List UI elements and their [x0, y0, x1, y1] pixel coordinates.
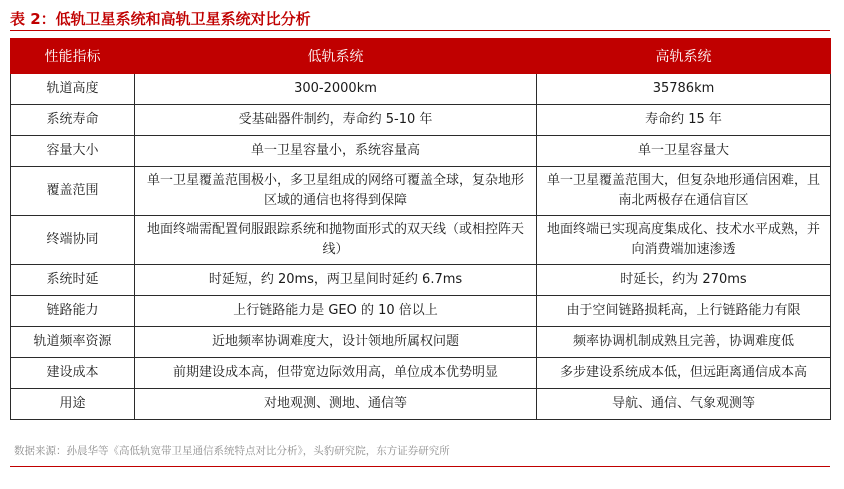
geo-cell: 多步建设系统成本低，但远距离通信成本高 [537, 358, 831, 389]
table-row [11, 136, 831, 167]
metric-cell: 链路能力 [11, 296, 135, 327]
geo-cell: 由于空间链路损耗高，上行链路能力有限 [537, 296, 831, 327]
table-row [11, 327, 831, 358]
geo-cell: 寿命约 15 年 [537, 105, 831, 136]
geo-cell: 频率协调机制成熟且完善，协调难度低 [537, 327, 831, 358]
table-row [11, 389, 831, 420]
leo-cell: 近地频率协调难度大，设计领地所属权问题 [135, 327, 537, 358]
leo-cell: 前期建设成本高，但带宽边际效用高，单位成本优势明显 [135, 358, 537, 389]
table-row [11, 167, 831, 216]
leo-cell: 受基础器件制约，寿命约 5-10 年 [135, 105, 537, 136]
leo-cell: 对地观测、测地、通信等 [135, 389, 537, 420]
header-leo: 低轨系统 [135, 39, 537, 74]
geo-cell: 单一卫星覆盖范围大，但复杂地形通信困难，且南北两极存在通信盲区 [537, 167, 831, 216]
caption-divider [10, 30, 830, 31]
table-row [11, 74, 831, 105]
header-row [11, 39, 831, 74]
header-geo: 高轨系统 [537, 39, 831, 74]
geo-cell: 35786km [537, 74, 831, 105]
leo-cell: 上行链路能力是 GEO 的 10 倍以上 [135, 296, 537, 327]
source-note: 数据来源：孙晨华等《高低轨宽带卫星通信系统特点对比分析》，头豹研究院，东方证券研究所 [14, 445, 450, 457]
metric-cell: 用途 [11, 389, 135, 420]
table-caption: 表 2：低轨卫星系统和高轨卫星系统对比分析 [10, 10, 311, 28]
leo-cell: 地面终端需配置伺服跟踪系统和抛物面形式的双天线（或相控阵天线） [135, 216, 537, 265]
table-row [11, 105, 831, 136]
leo-cell: 单一卫星覆盖范围极小，多卫星组成的网络可覆盖全球，复杂地形区域的通信也将得到保障 [135, 167, 537, 216]
table-row [11, 265, 831, 296]
table-row [11, 296, 831, 327]
geo-cell: 地面终端已实现高度集成化、技术水平成熟，并向消费端加速渗透 [537, 216, 831, 265]
leo-cell: 时延短，约 20ms，两卫星间时延约 6.7ms [135, 265, 537, 296]
table-row [11, 216, 831, 265]
metric-cell: 容量大小 [11, 136, 135, 167]
geo-cell: 时延长，约为 270ms [537, 265, 831, 296]
metric-cell: 系统寿命 [11, 105, 135, 136]
geo-cell: 单一卫星容量大 [537, 136, 831, 167]
metric-cell: 系统时延 [11, 265, 135, 296]
geo-cell: 导航、通信、气象观测等 [537, 389, 831, 420]
metric-cell: 覆盖范围 [11, 167, 135, 216]
header-metric: 性能指标 [11, 39, 135, 74]
metric-cell: 轨道高度 [11, 74, 135, 105]
metric-cell: 终端协同 [11, 216, 135, 265]
metric-cell: 轨道频率资源 [11, 327, 135, 358]
leo-cell: 单一卫星容量小，系统容量高 [135, 136, 537, 167]
comparison-table [10, 38, 831, 420]
bottom-divider [10, 466, 830, 467]
metric-cell: 建设成本 [11, 358, 135, 389]
table-row [11, 358, 831, 389]
leo-cell: 300-2000km [135, 74, 537, 105]
